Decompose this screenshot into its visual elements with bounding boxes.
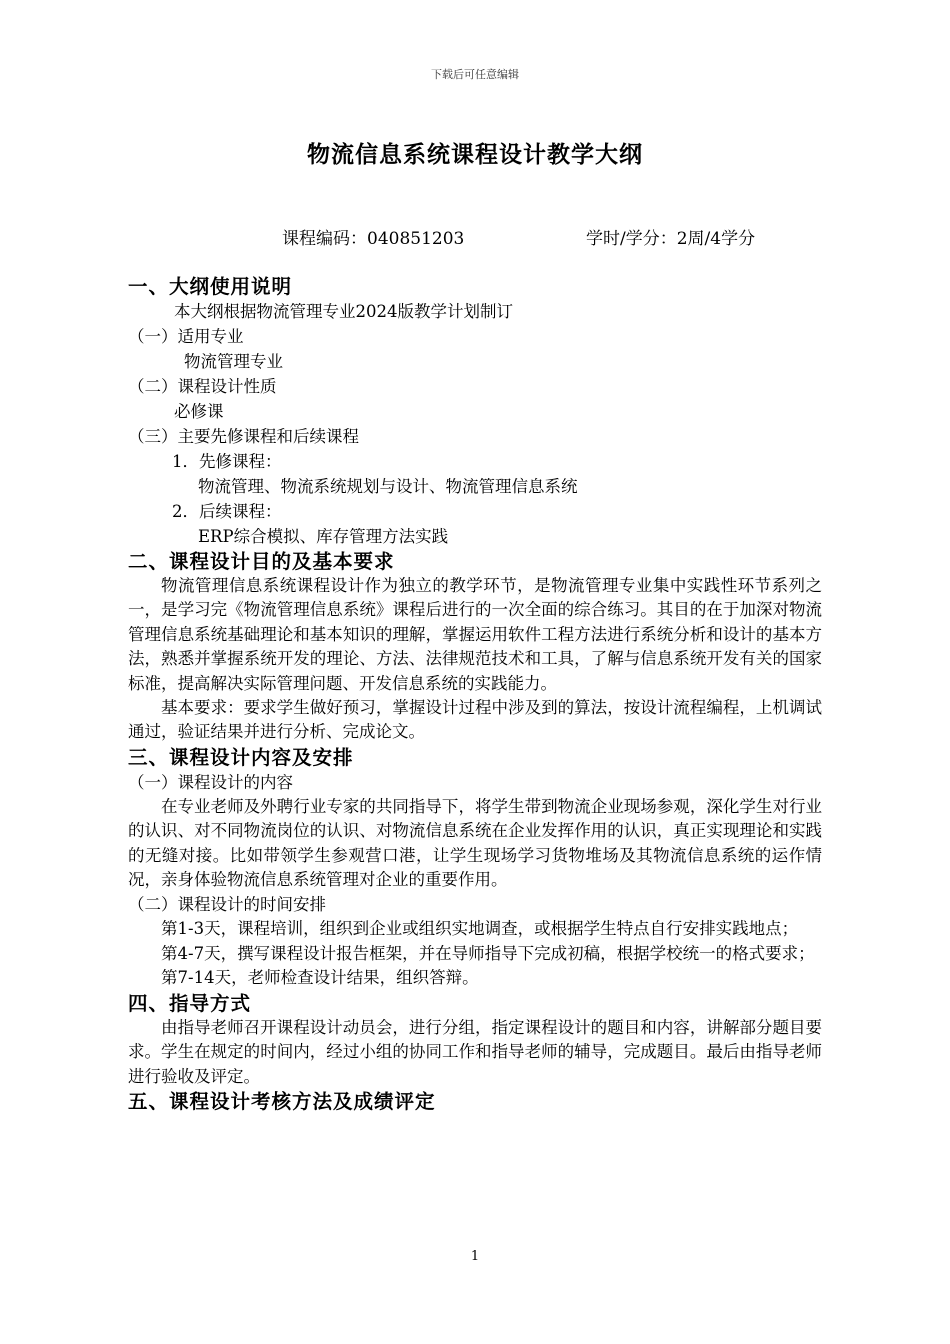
schedule-item-1: 第1-3天，课程培训，组织到企业或组织实地调查，或根据学生特点自行安排实践地点； bbox=[161, 919, 799, 939]
section-3-sub-2: （二）课程设计的时间安排 bbox=[128, 895, 326, 915]
section-2-paragraph-1: 物流管理信息系统课程设计作为独立的教学环节，是物流管理专业集中实践性环节系列之一，是学习完《物流管理信息系统》课程后进行的一次全面的综合练习。其目的在于加深对物流管理信息系统基础理论和基本知识的理解，掌握运用软件工程方法进行系统分析和设计的基本方法，熟悉并掌握系统开发的理论、方法、法律规范技术和工具，了解与信息系统开发有关的国家标准，提高解决实际管理问题、开发信息系统的实践能力。 bbox=[128, 576, 822, 693]
document-title: 物流信息系统课程设计教学大纲 bbox=[307, 141, 643, 168]
section-3-heading: 三、课程设计内容及安排 bbox=[128, 745, 354, 769]
section-1-sub-2: （二）课程设计性质 bbox=[128, 377, 277, 396]
course-code: 课程编码：040851203 bbox=[282, 229, 465, 249]
section-1-intro: 本大纲根据物流管理专业2024版教学计划制订 bbox=[174, 302, 513, 321]
prerequisite-label: 1．先修课程： bbox=[172, 452, 282, 471]
follow-up-label: 2．后续课程： bbox=[172, 502, 282, 521]
page-number: 1 bbox=[470, 1249, 480, 1264]
schedule-item-2: 第4-7天，撰写课程设计报告框架，并在导师指导下完成初稿，根据学校统一的格式要求； bbox=[161, 943, 815, 963]
section-1-heading: 一、大纲使用说明 bbox=[128, 275, 293, 298]
follow-up-courses: ERP综合模拟、库存管理方法实践 bbox=[198, 527, 449, 546]
document-body bbox=[128, 274, 822, 1114]
course-nature: 必修课 bbox=[174, 402, 224, 421]
section-4-heading: 四、指导方式 bbox=[128, 991, 252, 1015]
prerequisite-courses: 物流管理、物流系统规划与设计、物流管理信息系统 bbox=[198, 477, 578, 496]
section-5-heading: 五、课程设计考核方法及成绩评定 bbox=[128, 1089, 436, 1113]
section-2-paragraph-2: 基本要求：要求学生做好预习，掌握设计过程中涉及到的算法，按设计流程编程，上机调试通过，验证结果并进行分析、完成论文。 bbox=[128, 698, 822, 742]
hours-credits: 学时/学分：2周/4学分 bbox=[586, 229, 756, 249]
applicable-major: 物流管理专业 bbox=[184, 352, 283, 371]
schedule-item-3: 第7-14天，老师检查设计结果，组织答辩。 bbox=[161, 968, 479, 988]
section-4-paragraph-1: 由指导老师召开课程设计动员会，进行分组，指定课程设计的题目和内容，讲解部分题目要求。学生在规定的时间内，经过小组的协同工作和指导老师的辅导，完成题目。最后由指导老师进行验收及评定。 bbox=[128, 1017, 822, 1086]
section-1-sub-3: （三）主要先修课程和后续课程 bbox=[128, 427, 359, 446]
section-1-sub-1: （一）适用专业 bbox=[128, 327, 244, 346]
page-header-note: 下载后可任意编辑 bbox=[431, 68, 519, 81]
section-3-sub-1: （一）课程设计的内容 bbox=[128, 772, 293, 792]
section-2-heading: 二、课程设计目的及基本要求 bbox=[128, 550, 395, 573]
section-3-paragraph-1: 在专业老师及外聘行业专家的共同指导下，将学生带到物流企业现场参观，深化学生对行业的认识、对不同物流岗位的认识、对物流信息系统在企业发挥作用的认识，真正实现理论和实践的无缝对接。比如带领学生参观营口港，让学生现场学习货物堆场及其物流信息系统的运作情况，亲身体验物流信息系统管理对企业的重要作用。 bbox=[128, 796, 822, 890]
